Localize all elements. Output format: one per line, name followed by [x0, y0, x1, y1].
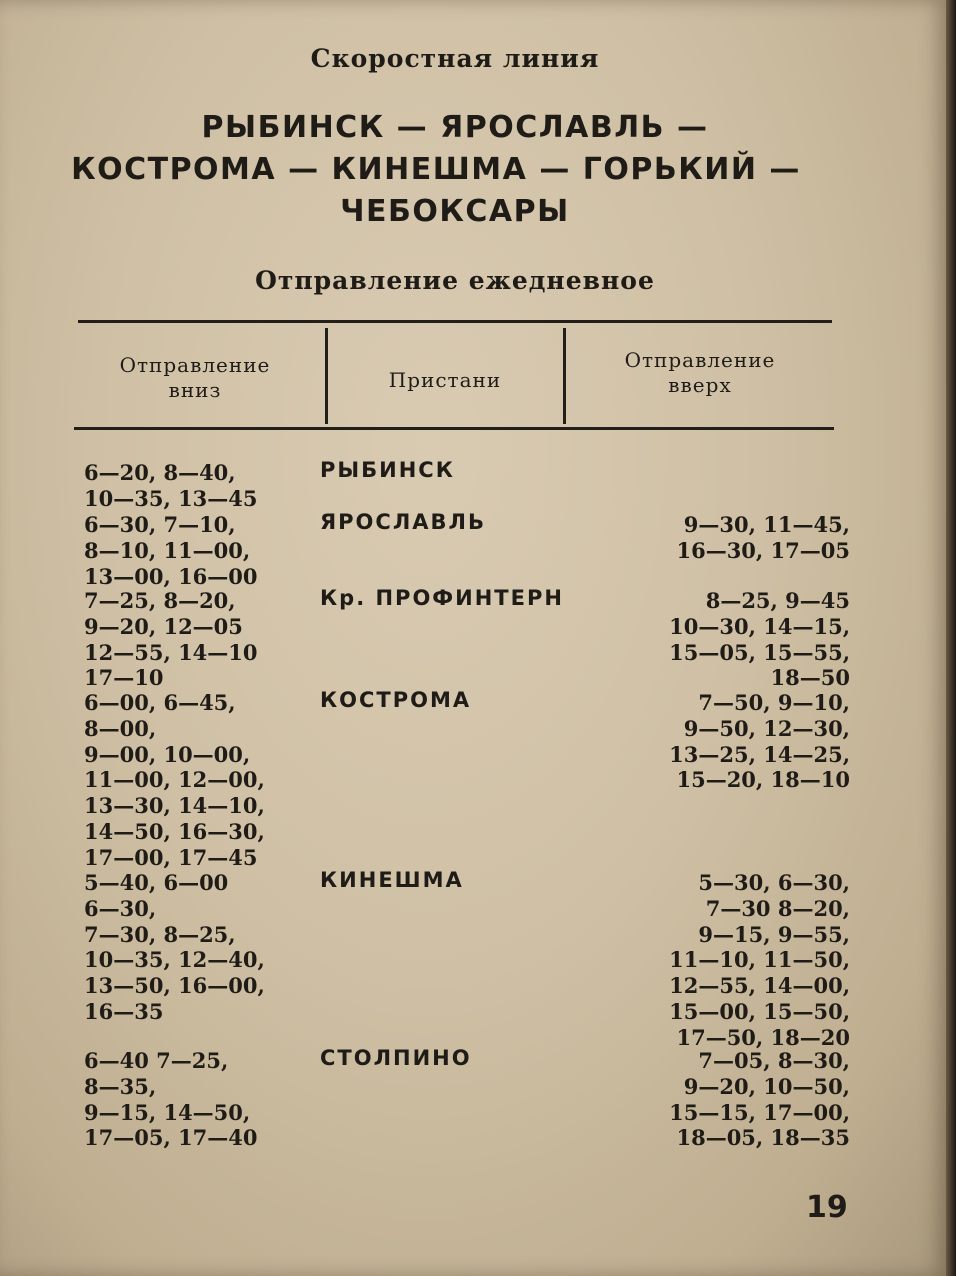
time-entry: 16—35 — [84, 998, 164, 1024]
time-entry: 17—00, 17—45 — [84, 844, 258, 870]
station-name: КИНЕШМА — [320, 868, 464, 892]
time-entry: 7—05, 8—30, — [698, 1048, 850, 1073]
station-down-times — [84, 512, 316, 589]
time-entry: 9—15, 9—55, — [698, 921, 850, 947]
table-top-rule — [78, 320, 832, 323]
time-entry: 14—50, 16—30, — [84, 818, 265, 844]
time-entry: 7—30, 8—25, — [84, 921, 236, 947]
time-entry: 6—30, — [84, 895, 157, 921]
time-entry: 15—15, 17—00, — [669, 1099, 850, 1125]
time-entry: 9—20, 12—05 — [84, 613, 243, 639]
time-entry: 6—40 7—25, — [84, 1048, 229, 1073]
time-entry: 9—30, 11—45, — [683, 512, 850, 537]
time-entry: 13—00, 16—00 — [84, 563, 258, 589]
column-divider-right — [563, 328, 566, 424]
station-name: РЫБИНСК — [320, 458, 455, 482]
route-title-line-3: ЧЕБОКСАРЫ — [340, 194, 570, 229]
header-departure-up-line1: Отправление — [624, 348, 776, 372]
station-name: СТОЛПИНО — [320, 1046, 472, 1070]
time-entry: 17—10 — [84, 665, 164, 691]
time-entry: 18—50 — [770, 665, 850, 691]
time-entry: 10—35, 12—40, — [84, 947, 265, 973]
route-title-line-1: РЫБИНСК — ЯРОСЛАВЛЬ — — [201, 110, 709, 145]
time-entry: 5—40, 6—00 — [84, 870, 229, 895]
station-up-times — [620, 512, 850, 564]
time-entry: 10—30, 14—15, — [669, 613, 850, 639]
time-entry: 9—20, 10—50, — [683, 1073, 850, 1099]
header-departure-up-line2: вверх — [668, 373, 732, 397]
time-entry: 17—50, 18—20 — [676, 1024, 850, 1050]
time-entry: 15—00, 15—50, — [669, 998, 850, 1024]
time-entry: 5—30, 6—30, — [698, 870, 850, 895]
time-entry: 12—55, 14—00, — [669, 973, 850, 999]
station-name: ЯРОСЛАВЛЬ — [320, 510, 486, 534]
book-edge-shadow — [946, 0, 956, 1276]
time-entry: 17—05, 17—40 — [84, 1125, 258, 1151]
time-entry: 13—30, 14—10, — [84, 793, 265, 819]
station-down-times — [84, 588, 316, 691]
route-title-line-2: КОСТРОМА — КИНЕШМА — ГОРЬКИЙ — — [71, 152, 801, 187]
time-entry: 16—30, 17—05 — [676, 537, 850, 563]
station-down-times — [84, 870, 316, 1025]
time-entry: 9—50, 12—30, — [683, 715, 850, 741]
time-entry: 7—50, 9—10, — [698, 690, 850, 715]
column-divider-left — [325, 328, 328, 424]
time-entry: 13—50, 16—00, — [84, 973, 265, 999]
header-departure-down-line2: вниз — [168, 378, 222, 402]
time-entry: 9—00, 10—00, — [84, 741, 251, 767]
station-up-times — [620, 690, 850, 793]
page-number: 19 — [806, 1190, 848, 1225]
time-entry: 12—55, 14—10 — [84, 639, 258, 665]
time-entry: 15—05, 15—55, — [669, 639, 850, 665]
time-entry: 7—25, 8—20, — [84, 588, 236, 613]
station-up-times — [620, 1048, 850, 1151]
time-entry: 15—20, 18—10 — [676, 767, 850, 793]
time-entry: 18—05, 18—35 — [676, 1125, 850, 1151]
header-departure-up — [590, 348, 810, 398]
time-entry: 8—00, — [84, 715, 157, 741]
schedule-note: Отправление ежедневное — [255, 266, 655, 295]
header-piers: Пристани — [388, 368, 502, 392]
time-entry: 6—30, 7—10, — [84, 512, 236, 537]
time-entry: 11—00, 12—00, — [84, 767, 265, 793]
time-entry: 13—25, 14—25, — [669, 741, 850, 767]
time-entry: 9—15, 14—50, — [84, 1099, 251, 1125]
time-entry: 6—20, 8—40, — [84, 460, 236, 485]
time-entry: 6—00, 6—45, — [84, 690, 236, 715]
station-up-times — [620, 588, 850, 691]
time-entry: 10—35, 13—45 — [84, 485, 258, 511]
station-down-times — [84, 690, 316, 871]
line-subtitle: Скоростная линия — [310, 44, 600, 73]
station-up-times — [620, 870, 850, 1051]
station-name: Кр. ПРОФИНТЕРН — [320, 586, 564, 610]
time-entry: 11—10, 11—50, — [669, 947, 850, 973]
time-entry: 8—35, — [84, 1073, 157, 1099]
time-entry: 7—30 8—20, — [705, 895, 850, 921]
header-departure-down — [95, 353, 295, 403]
time-entry: 8—10, 11—00, — [84, 537, 251, 563]
station-down-times — [84, 1048, 316, 1151]
header-departure-down-line1: Отправление — [119, 353, 271, 377]
table-header-rule — [74, 427, 834, 430]
time-entry: 8—25, 9—45 — [705, 588, 850, 613]
station-down-times — [84, 460, 316, 512]
station-name: КОСТРОМА — [320, 688, 472, 712]
